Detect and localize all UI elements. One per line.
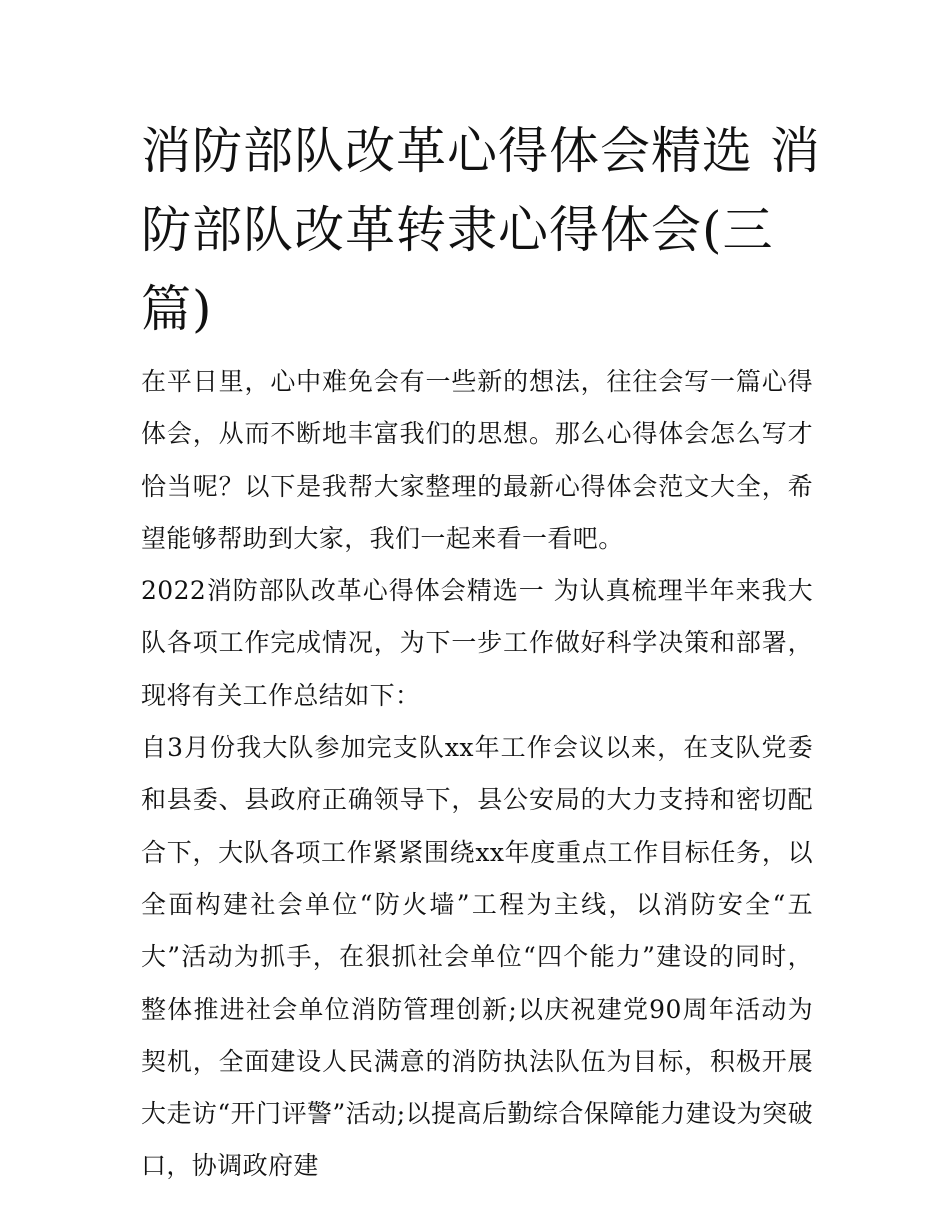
intro-paragraph: 在平日里，心中难免会有一些新的想法，往往会写一篇心得体会，从而不断地丰富我们的思想。那么心得体会怎么写才恰当呢？以下是我帮大家整理的最新心得体会范文大全，希望能够帮助到大家，我们一起来看一看吧。 xyxy=(141,367,813,553)
document-body xyxy=(141,356,813,1193)
document-title: 消防部队改革心得体会精选 消防部队改革转隶心得体会(三篇) xyxy=(141,122,821,338)
work-summary-paragraph: 自3月份我大队参加完支队xx年工作会议以来，在支队党委和县委、县政府正确领导下，县公安局的大力支持和密切配合下，大队各项工作紧紧围绕xx年度重点工作目标任务，以全面构建社会单位“防火墙”工程为主线，以消防安全“五大”活动为抓手，在狠抓社会单位“四个能力”建设的同时，整体推进社会单位消防管理创新;以庆祝建党90周年活动为契机，全面建设人民满意的消防执法队伍为目标，积极开展大走访“开门评警”活动;以提高后勤综合保障能力建设为突破口，协调政府建 xyxy=(141,733,813,1181)
section-one-paragraph: 2022消防部队改革心得体会精选一 为认真梳理半年来我大队各项工作完成情况，为下一步工作做好科学决策和部署，现将有关工作总结如下： xyxy=(141,576,813,710)
